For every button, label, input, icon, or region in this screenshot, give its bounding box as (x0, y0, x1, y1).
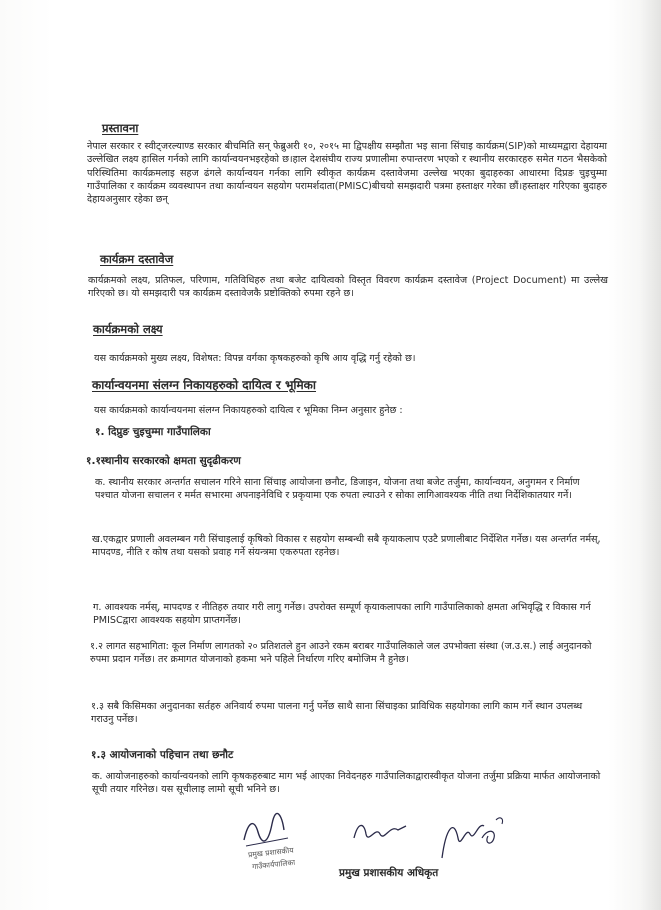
responsibilities-intro: यस कार्यक्रमको कार्यान्वयनमा संलग्न निकायहरुको दायित्व र भूमिका निम्न अनुसार हुनेछ : (94, 405, 403, 416)
preamble-heading: प्रस्तावना (102, 121, 139, 135)
section-1-3-conditions-text: १.३ सबै किसिमका अनुदानका सर्तहरु अनिवार्य रुपमा पालना गर्नु पर्नेछ साथै साना सिंचाइका प्राविधिक सहयोगका लागि काम गर्ने स्थान उपलब्ध गराउनु पर्नेछ। (91, 701, 583, 726)
right-signature (432, 808, 512, 870)
section-1-3-title: १.३ आयोजनाको पहिचान तथा छनौट (91, 749, 234, 761)
list-item-ka: क. स्थानीय सरकार अन्तर्गत सचालन गरिने साना सिंचाइ आयोजना छनौट, डिजाइन, योजना तथा बजेट तर्जुमा, कार्यान्वयन, अनुगमन र निर्माण पश्चात योजना सचालन र मर्मत सभारमा अपनाइनेविधि र प्रकृयामा एक रुपता ल्याउने र सोका लागिआवश्यक नीति तथा निर्देशिकातयार गर्ने। (95, 477, 580, 502)
program-document-text: कार्यक्रमको लक्ष्य, प्रतिफल, परिणाम, गतिविधिहरु तथा बजेट दायित्वको विस्तृत विवरण कार्यक्रम दस्तावेज (Project Document) मा उल्लेख गरिएको छ। यो समझदारी पत्र कार्यक्रम दस्तावेजकै प्रष्टोक्तिको रुपमा रहने छ। (88, 275, 608, 300)
middle-signature (350, 816, 410, 850)
page-edge-shadow (639, 0, 661, 910)
section-1-1-title: १.१स्थानीय सरकारको क्षमता सुदृढीकरण (86, 455, 241, 467)
left-stamp-line-2: गाउँकार्यपालिका (251, 857, 296, 872)
list-item-ga: ग. आवश्यक नर्मस्, मापदण्ड र नीतिहरु तयार गरी लागु गर्नेछ। उपरोक्त सम्पूर्ण कृयाकलापका लागि गाउँपालिकाको क्षमता अभिवृद्धि र विकास गर्न PMISCद्वारा आवश्यक सहयोग प्राप्तगर्नेछ। (93, 602, 591, 627)
program-goal-heading: कार्यक्रमको लक्ष्य (93, 322, 163, 336)
responsibilities-heading: कार्यान्वयनमा संलग्न निकायहरुको दायित्व र भूमिका (92, 378, 317, 392)
list-item-kha: ख.एकद्वार प्रणाली अवलम्बन गरी सिंचाइलाई कृषिको विकास र सहयोग सम्बन्धी सबै कृयाकलाप एउटै प्रणालीबाट निर्देशित गर्नेछ। यस अन्तर्गत नर्मस्, मापदण्ड, नीति र कोष तथा यसको प्रवाह गर्ने संयन्त्रमा एकरुपता रहनेछ। (92, 534, 601, 559)
section-1-title: १. दिप्रुङ चुइचुम्मा गाउँपालिका (95, 426, 211, 438)
preamble-text: नेपाल सरकार र स्वीट्जरल्याण्ड सरकार बीचमिति सन् फेब्रुअरी १०, २०१५ मा द्विपक्षीय सम्झौता भइ साना सिंचाइ कार्यक्रम(SIP)को माध्यमद्वारा देहायमा उल्लेखित लक्ष्य हासिल गर्नको लागि कार्यान्वयनभइरहेको छ।हाल देशसंघीय राज्य प्रणालीमा रुपान्तरण भएको र स्थानीय सरकारहरु समेत गठन भैसकेको परिस्थितिमा कार्यक्रमलाइ सहज ढंगले कार्यान्वयन गर्नका लागि स्वीकृत कार्यक्रम दस्तावेजमा उल्लेख भएका बुदाहरुका आधारमा दिप्रङ चुइचुम्मा गाउँपालिका र कार्यक्रम व्यवस्थापन तथा कार्यान्वयन सहयोग परामर्शदाता(PMISC)बीचयो समझदारी पत्रमा हस्ताक्षर गरेका छौं।हस्ताक्षर गरिएका बुदाहरु देहायअनुसार रहेका छन् (87, 141, 607, 206)
left-stamp-line-1: प्रमुख प्रशासकीय (247, 845, 295, 860)
signatory-title: प्रमुख प्रशासकीय अधिकृत (339, 867, 439, 879)
list-item-ka-2: क. आयोजनाहरुको कार्यान्वयनको लागि कृषकहरुबाट माग भई आएका निवेदनहरु गाउँपालिकाद्वारास्वीकृत योजना तर्जुमा प्रक्रिया मार्फत आयोजनाको सूची तयार गरिनेछ। यस सूचीलाइ लामो सूची भनिने छ। (92, 771, 601, 796)
program-document-heading: कार्यक्रम दस्तावेज (100, 252, 174, 266)
section-1-2-text: १.२ लागत सहभागिता: कूल निर्माण लागतको २० प्रतिशतले हुन आउने रकम बराबर गाउँपालिकाले जल उपभोक्ता संस्था (ज.उ.स.) लाई अनुदानको रुपमा प्रदान गर्नेछ। तर क्रमागत योजनाको हकमा भने पहिले निर्धारण गरिए बमोजिम नै हुनेछ। (90, 641, 592, 666)
program-goal-text: यस कार्यक्रमको मुख्य लक्ष्य, विशेषत: विपन्न वर्गका कृषकहरुको कृषि आय वृद्धि गर्नु रहेको छ। (94, 353, 416, 364)
